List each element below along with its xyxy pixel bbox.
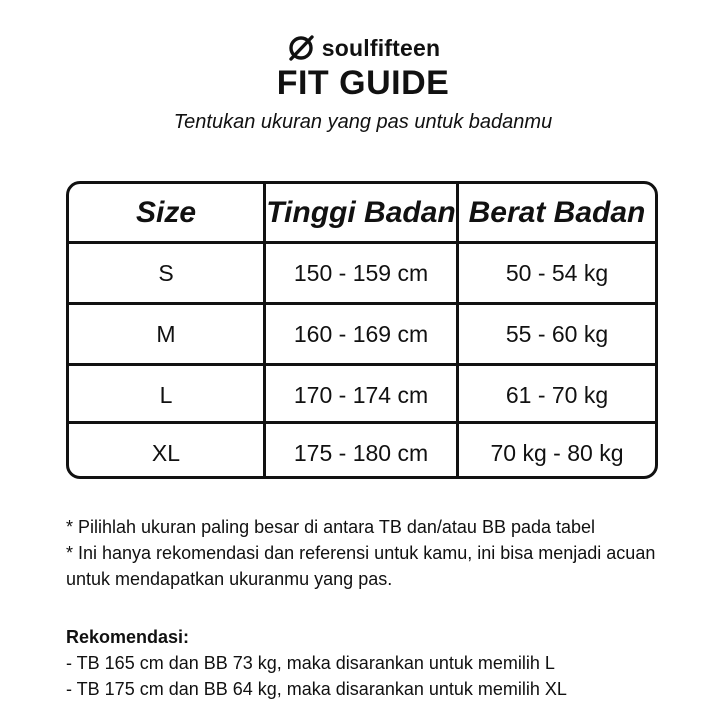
- size-cell: L: [69, 366, 266, 424]
- weight-cell: 55 - 60 kg: [505, 320, 609, 347]
- recommendation-heading: Rekomendasi:: [66, 627, 190, 647]
- brand-name: soulfifteen: [321, 34, 441, 61]
- page-title: FIT GUIDE: [276, 64, 450, 102]
- notes-section: [66, 514, 686, 592]
- weight-cell: 50 - 54 kg: [505, 259, 609, 286]
- note-item: * Ini hanya rekomendasi dan referensi untuk kamu, ini bisa menjadi acuan untuk mendapatkan ukuranmu yang pas.: [66, 543, 656, 589]
- table-row: [69, 302, 655, 363]
- height-cell: 150 - 159 cm: [266, 244, 459, 302]
- table-row: [69, 421, 655, 479]
- weight-cell: 70 kg - 80 kg: [490, 439, 624, 466]
- size-cell: XL: [69, 424, 266, 479]
- recommendation-list: [66, 650, 686, 702]
- recommendation-item: - TB 175 cm dan BB 64 kg, maka disarankan untuk memilih XL: [66, 679, 567, 699]
- brand-header: [0, 33, 726, 63]
- header-size: Size: [69, 184, 266, 241]
- recommendation-item: - TB 165 cm dan BB 73 kg, maka disarankan untuk memilih L: [66, 653, 555, 673]
- table-row: [69, 244, 655, 302]
- header-height: Tinggi Badan: [266, 184, 459, 241]
- height-cell: 170 - 174 cm: [266, 366, 459, 424]
- header-weight: Berat Badan: [468, 195, 646, 229]
- height-cell: 160 - 169 cm: [266, 305, 459, 363]
- note-item: * Pilihlah ukuran paling besar di antara TB dan/atau BB pada tabel: [66, 517, 596, 537]
- table-header-row: [69, 184, 655, 244]
- page-subtitle: Tentukan ukuran yang pas untuk badanmu: [173, 111, 553, 133]
- weight-cell: 61 - 70 kg: [505, 381, 609, 408]
- size-cell: S: [69, 244, 266, 302]
- size-cell: M: [69, 305, 266, 363]
- null-sign-logo-icon: [286, 33, 316, 63]
- size-table: [66, 181, 658, 479]
- height-cell: 175 - 180 cm: [266, 424, 459, 479]
- table-row: [69, 363, 655, 424]
